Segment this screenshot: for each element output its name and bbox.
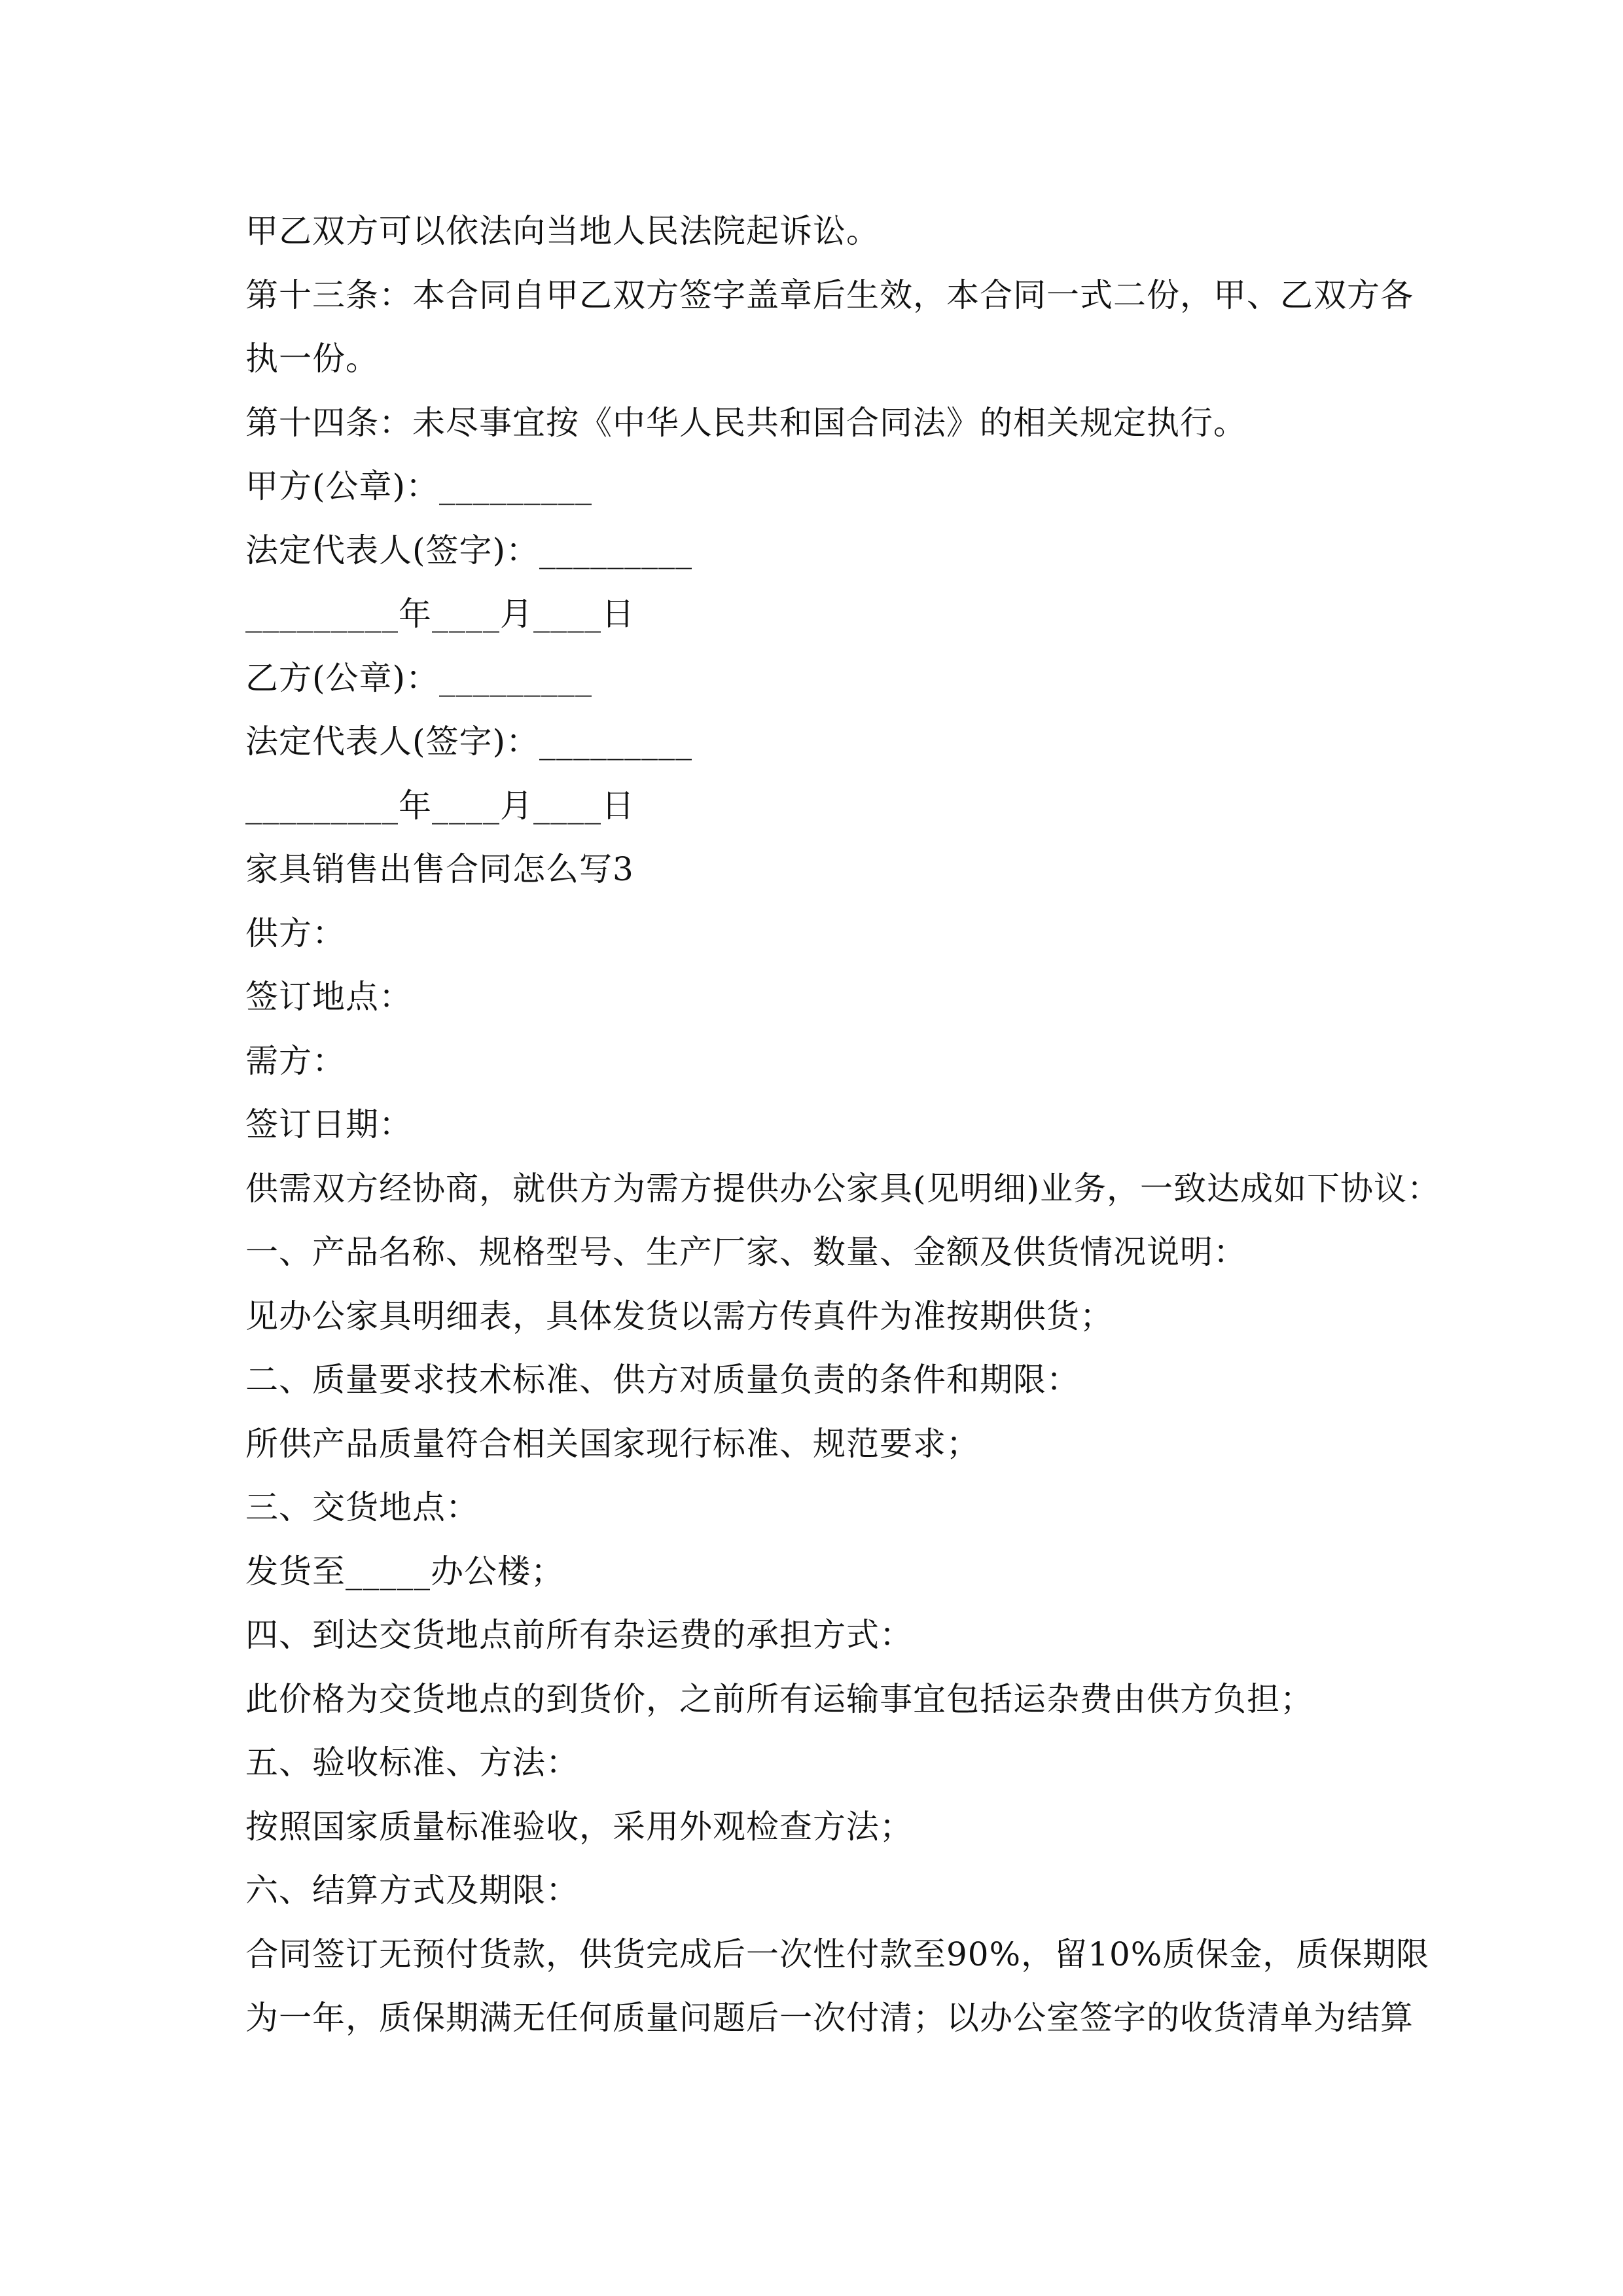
text-line: 发货至_____办公楼； (245, 1552, 564, 1590)
clause-heading: 三、交货地点： (245, 1488, 479, 1526)
text-line: 执一份。 (245, 340, 379, 378)
text-line: 供方： (245, 914, 346, 952)
date-line: _________年____月____日 (245, 595, 635, 633)
signature-line: 法定代表人(签字)：_________ (245, 531, 693, 569)
clause-heading: 一、产品名称、规格型号、生产厂家、数量、金额及供货情况说明： (245, 1233, 1247, 1271)
text-line: 甲乙双方可以依法向当地人民法院起诉讼。 (245, 212, 880, 250)
text-line: 合同签订无预付货款，供货完成后一次性付款至90%，留10%质保金，质保期限 (245, 1935, 1430, 1973)
clause-heading: 六、结算方式及期限： (245, 1871, 579, 1909)
text-line: 为一年，质保期满无任何质量问题后一次付清；以办公室签字的收货清单为结算 (245, 1999, 1414, 2037)
text-line: 供需双方经协商，就供方为需方提供办公家具(见明细)业务，一致达成如下协议： (245, 1169, 1441, 1208)
text-line: 此价格为交货地点的到货价，之前所有运输事宜包括运杂费由供方负担； (245, 1679, 1313, 1718)
text-line: 按照国家质量标准验收，采用外观检查方法； (245, 1807, 913, 1846)
date-line: _________年____月____日 (245, 786, 635, 825)
text-line: 第十三条：本合同自甲乙双方签字盖章后生效，本合同一式二份，甲、乙双方各 (245, 276, 1414, 314)
text-line: 所供产品质量符合相关国家现行标准、规范要求； (245, 1424, 980, 1463)
text-line: 需方： (245, 1041, 346, 1080)
text-line: 见办公家具明细表，具体发货以需方传真件为准按期供货； (245, 1297, 1113, 1335)
text-line: 第十四条：未尽事宜按《中华人民共和国合同法》的相关规定执行。 (245, 403, 1247, 442)
signature-line: 甲方(公章)：_________ (245, 467, 593, 505)
signature-line: 法定代表人(签字)：_________ (245, 723, 693, 761)
clause-heading: 二、质量要求技术标准、供方对质量负责的条件和期限： (245, 1361, 1080, 1399)
clause-heading: 四、到达交货地点前所有杂运费的承担方式： (245, 1616, 913, 1654)
document-body (245, 200, 1441, 2051)
clause-heading: 五、验收标准、方法： (245, 1744, 579, 1782)
text-line: 签订地点： (245, 978, 412, 1016)
text-line: 签订日期： (245, 1105, 412, 1143)
signature-line: 乙方(公章)：_________ (245, 658, 593, 697)
section-title: 家具销售出售合同怎么写3 (245, 850, 634, 888)
